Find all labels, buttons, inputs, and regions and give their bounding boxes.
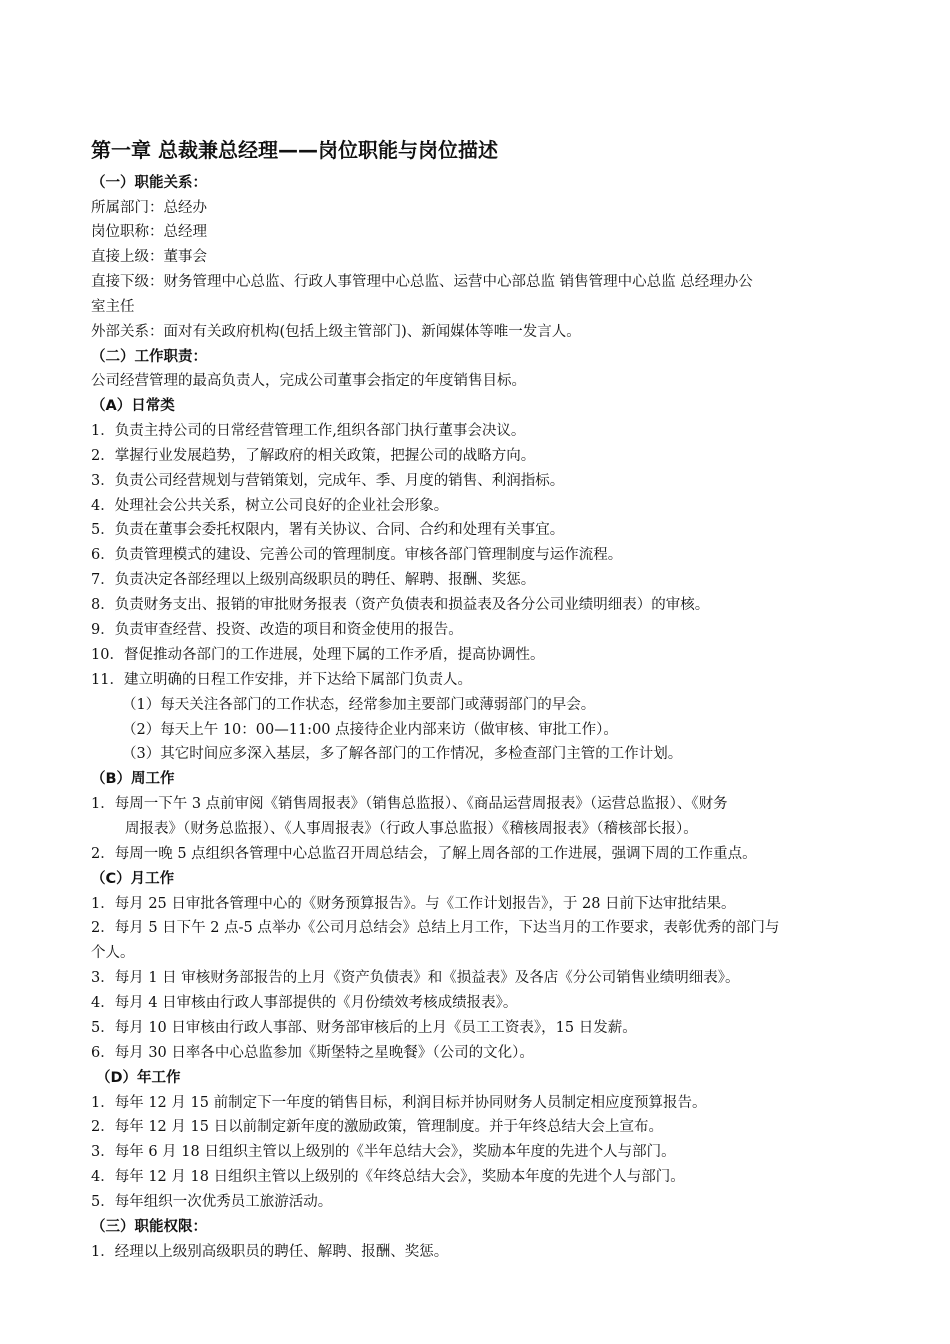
list-item: 3．负责公司经营规划与营销策划，完成年、季、月度的销售、利润指标。 (91, 473, 565, 489)
list-item: 5．每月 10 日审核由行政人事部、财务部审核后的上月《员工工资表》，15 日发薪。 (91, 1020, 637, 1036)
list-item: 10．督促推动各部门的工作进展，处理下属的工作矛盾，提高协调性。 (91, 647, 545, 663)
list-item: 1．负责主持公司的日常经营管理工作,组织各部门执行董事会决议。 (91, 423, 526, 439)
subordinates-line: 直接下级：财务管理中心总监、行政人事管理中心总监、运营中心部总监 销售管理中心总监 总经理办公 (91, 274, 753, 290)
list-item: 2．每月 5 日下午 2 点-5 点举办《公司月总结会》总结上月工作，下达当月的工作要求，表彰优秀的部门与 (91, 920, 780, 936)
sub-list-item: （1）每天关注各部门的工作状态，经常参加主要部门或薄弱部门的早会。 (122, 697, 596, 713)
list-item: 9．负责审查经营、投资、改造的项目和资金使用的报告。 (91, 622, 463, 638)
section-heading-duties: （二）工作职责： (91, 349, 207, 365)
list-item: 5．负责在董事会委托权限内，署有关协议、合同、合约和处理有关事宜。 (91, 522, 565, 538)
page-title: 第一章 总裁兼总经理——岗位职能与岗位描述 (91, 138, 498, 162)
subsection-heading-weekly: （B）周工作 (91, 771, 175, 787)
list-item: 1．经理以上级别高级职员的聘任、解聘、报酬、奖惩。 (91, 1244, 449, 1260)
list-item: 1．每周一下午 3 点前审阅《销售周报表》（销售总监报）、《商品运营周报表》（运营总监报）、《财务 (91, 796, 728, 812)
section-heading-authority: （三）职能权限： (91, 1219, 207, 1235)
list-item: 4．每年 12 月 18 日组织主管以上级别的《年终总结大会》，奖励本年度的先进个人与部门。 (91, 1169, 685, 1185)
list-item: 8．负责财务支出、报销的审批财务报表（资产负债表和损益表及各分公司业绩明细表）的审核。 (91, 597, 710, 613)
list-item: 2．每年 12 月 15 日以前制定新年度的激励政策，管理制度。并于年终总结大会上宣布。 (91, 1119, 664, 1135)
subsection-heading-monthly: （C）月工作 (91, 871, 175, 887)
list-item: 7．负责决定各部经理以上级别高级职员的聘任、解聘、报酬、奖惩。 (91, 572, 536, 588)
list-item: 11．建立明确的日程工作安排，并下达给下属部门负责人。 (91, 672, 472, 688)
subordinates-line-cont: 室主任 (91, 299, 135, 315)
list-item: 4．每月 4 日审核由行政人事部提供的《月份绩效考核成绩报表》。 (91, 995, 518, 1011)
list-item: 6．每月 30 日率各中心总监参加《斯堡特之星晚餐》（公司的文化）。 (91, 1045, 534, 1061)
list-item: 6．负责管理模式的建设、完善公司的管理制度。审核各部门管理制度与运作流程。 (91, 547, 623, 563)
list-item-cont: 个人。 (91, 945, 135, 961)
subsection-heading-daily: （A）日常类 (91, 398, 175, 414)
external-line: 外部关系：面对有关政府机构(包括上级主管部门)、新闻媒体等唯一发言人。 (91, 324, 581, 340)
superior-line: 直接上级：董事会 (91, 249, 207, 265)
dept-line: 所属部门：总经办 (91, 200, 207, 216)
sub-list-item: （2）每天上午 10：00—11:00 点接待企业内部来访（做审核、审批工作）。 (122, 722, 618, 738)
position-line: 岗位职称：总经理 (91, 224, 207, 240)
subsection-heading-yearly: （D）年工作 (96, 1070, 181, 1086)
list-item: 2．掌握行业发展趋势，了解政府的相关政策，把握公司的战略方向。 (91, 448, 536, 464)
list-item: 3．每年 6 月 18 日组织主管以上级别的《半年总结大会》，奖励本年度的先进个人与部门。 (91, 1144, 676, 1160)
sub-list-item: （3）其它时间应多深入基层，多了解各部门的工作情况，多检查部门主管的工作计划。 (122, 746, 683, 762)
list-item: 1．每月 25 日审批各管理中心的《财务预算报告》。与《工作计划报告》，于 28 日前下达审批结果。 (91, 896, 736, 912)
list-item: 2．每周一晚 5 点组织各管理中心总监召开周总结会，了解上周各部的工作进展，强调下周的工作重点。 (91, 846, 757, 862)
list-item: 5．每年组织一次优秀员工旅游活动。 (91, 1194, 333, 1210)
section-heading-relations: （一）职能关系： (91, 175, 207, 191)
list-item: 1．每年 12 月 15 前制定下一年度的销售目标，利润目标并协同财务人员制定相应度预算报告。 (91, 1095, 707, 1111)
duties-summary: 公司经营管理的最高负责人，完成公司董事会指定的年度销售目标。 (91, 373, 526, 389)
list-item-cont: 周报表》（财务总监报）、《人事周报表》（行政人事总监报）《稽核周报表》（稽核部长报）。 (125, 821, 698, 837)
list-item: 3．每月 1 日 审核财务部报告的上月《资产负债表》和《损益表》及各店《分公司销售业绩明细表》。 (91, 970, 740, 986)
list-item: 4．处理社会公共关系，树立公司良好的企业社会形象。 (91, 498, 449, 514)
